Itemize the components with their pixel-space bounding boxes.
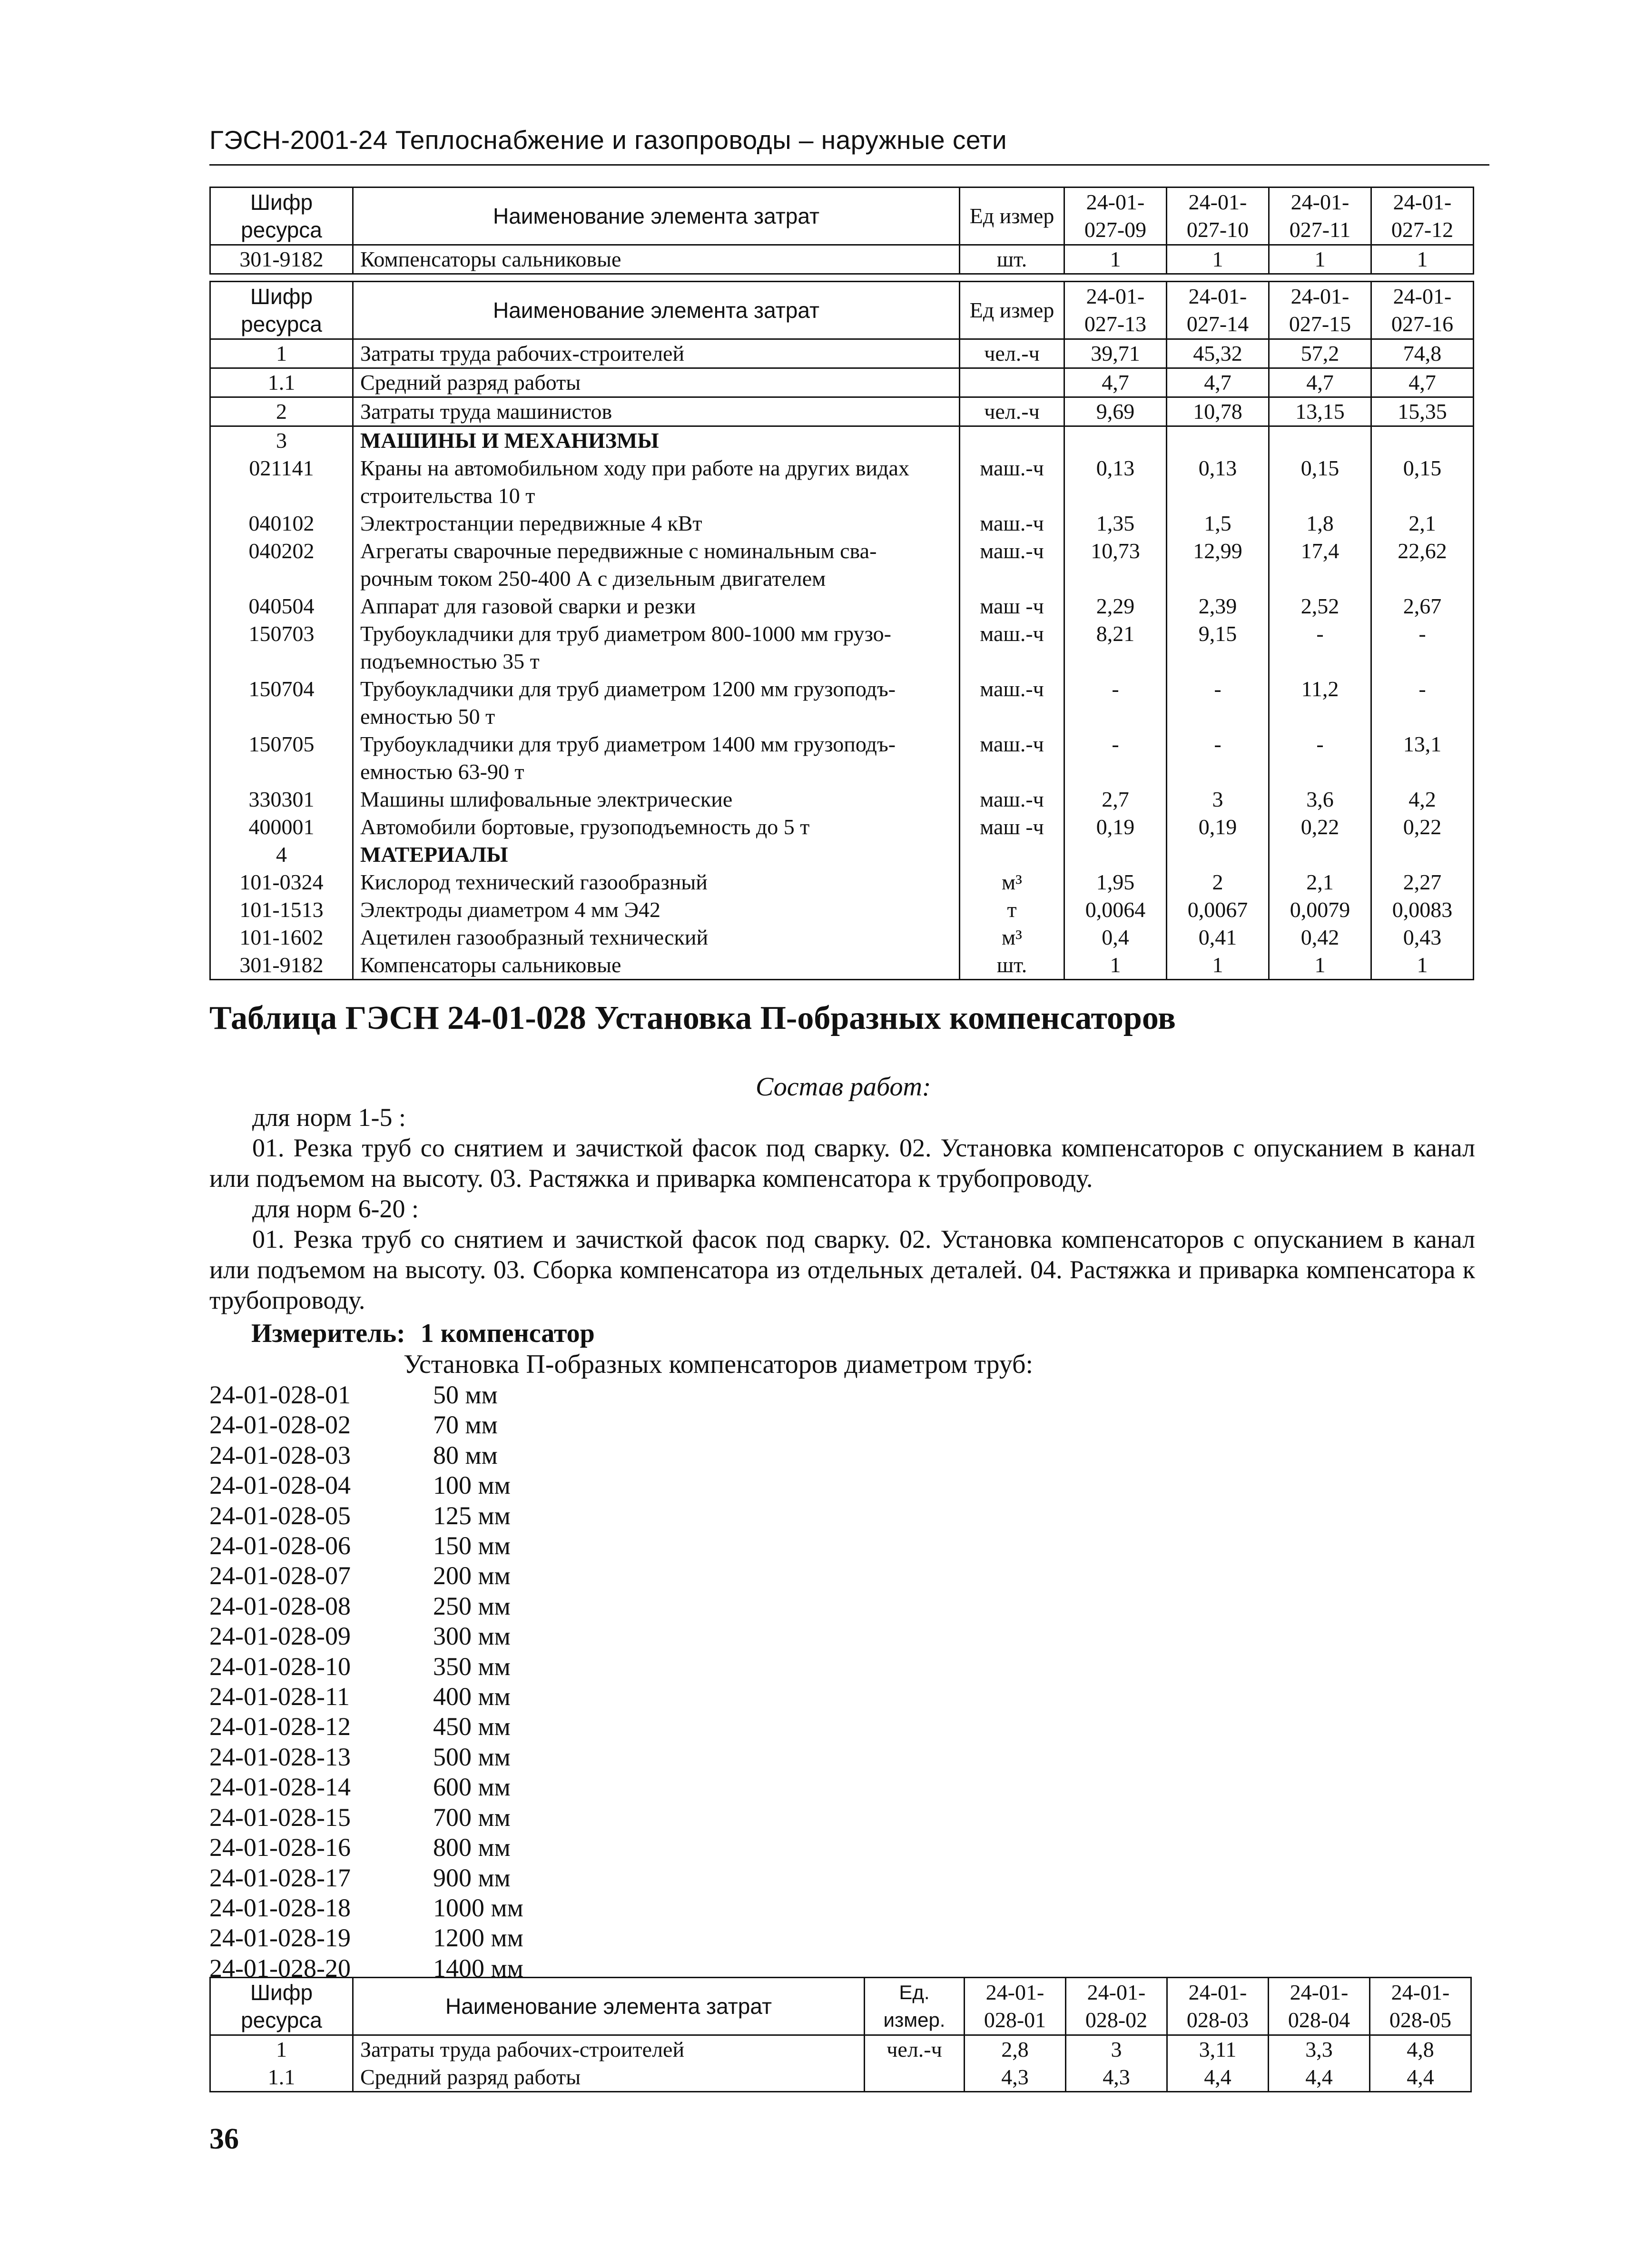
resource-value: 0,22 [1269, 813, 1371, 841]
col-header-norm: 24-01- 027-11 [1269, 187, 1371, 245]
col-header-norm: 24-01- 028-04 [1269, 1978, 1370, 2035]
col-header-unit: Ед измер [960, 187, 1064, 245]
resource-value: 12,99 [1167, 537, 1269, 592]
pipe-diameter: 250 мм [433, 1591, 511, 1620]
resource-value: 3 [1167, 786, 1269, 813]
resource-name: Затраты труда рабочих-строителей [353, 2035, 865, 2064]
resource-value: 4,4 [1269, 2063, 1370, 2092]
col-header-norm: 24-01- 027-16 [1371, 282, 1474, 339]
norm-code: 24-01-028-18 [209, 1893, 351, 1922]
resource-unit: м³ [960, 868, 1064, 896]
resource-value: 2,7 [1064, 786, 1167, 813]
resource-value: 13,15 [1269, 397, 1371, 426]
resource-code: 1.1 [210, 368, 353, 397]
resource-value: 0,15 [1371, 454, 1474, 510]
resource-value: 4,7 [1064, 368, 1167, 397]
resource-code: 400001 [210, 813, 353, 841]
composition-label: Состав работ: [756, 1072, 931, 1102]
resource-code: 021141 [210, 454, 353, 510]
col-header-norm: 24-01- 027-13 [1064, 282, 1167, 339]
empty-cell [1064, 426, 1167, 455]
list-item [209, 1893, 523, 1923]
pipe-diameter: 900 мм [433, 1863, 511, 1892]
pipe-diameter: 350 мм [433, 1652, 511, 1681]
resource-value: 4,4 [1167, 2063, 1269, 2092]
resource-name [353, 537, 960, 592]
norm-code: 24-01-028-02 [209, 1410, 351, 1440]
resource-value: 15,35 [1371, 397, 1474, 426]
resource-value: 13,1 [1371, 730, 1474, 786]
resource-unit [865, 2063, 965, 2092]
resource-code: 150703 [210, 620, 353, 675]
norm-code: 24-01-028-07 [209, 1561, 351, 1590]
install-title: Установка П-образных компенсаторов диаметром труб: [404, 1350, 1034, 1379]
resource-name [353, 368, 960, 397]
empty-cell [1269, 426, 1371, 455]
pipe-diameter: 150 мм [433, 1531, 511, 1560]
col-header-norm: 24-01- 028-03 [1167, 1978, 1269, 2035]
resource-name [353, 896, 960, 924]
pipe-diameter: 1400 мм [433, 1953, 523, 1982]
resource-name-line: строительства 10 т [360, 483, 535, 508]
list-item [209, 1682, 523, 1712]
resource-value: 2,1 [1371, 510, 1474, 537]
resource-value: 4,2 [1371, 786, 1474, 813]
table-row [210, 368, 1474, 397]
table-row [210, 2063, 1471, 2092]
table-row [210, 868, 1474, 896]
resource-value: 4,7 [1269, 368, 1371, 397]
resource-unit: маш.-ч [960, 537, 1064, 592]
list-item [209, 1531, 523, 1561]
norm-code: 24-01-028-19 [209, 1923, 351, 1952]
resource-value: 2,8 [965, 2035, 1066, 2064]
resource-value: 22,62 [1371, 537, 1474, 592]
norm-code: 24-01-028-13 [209, 1742, 351, 1771]
resource-name-line: Ацетилен газообразный технический [360, 925, 709, 949]
resource-value: 1,35 [1064, 510, 1167, 537]
resource-unit: м³ [960, 924, 1064, 951]
list-item [209, 1833, 523, 1863]
col-header-name: Наименование элемента затрат [353, 1978, 865, 2035]
list-item [209, 1923, 523, 1953]
table-row [210, 454, 1474, 510]
resource-value: 1 [1064, 951, 1167, 980]
pipe-diameter: 50 мм [433, 1381, 498, 1409]
norms-1-5-text: 01. Резка труб со снятием и зачисткой фасок под сварку. 02. Установка компенсаторов с опусканием в канал или подъемом на высоту. 03. Растяжка и приварка компенсатора к трубопроводу. [209, 1134, 1475, 1193]
list-item [209, 1803, 523, 1833]
list-item [209, 1652, 523, 1682]
resource-value: 1 [1167, 951, 1269, 980]
resource-value: 3,11 [1167, 2035, 1269, 2064]
resource-unit: т [960, 896, 1064, 924]
resource-value: 1 [1371, 245, 1474, 274]
norm-code: 24-01-028-06 [209, 1531, 351, 1560]
empty-cell [1167, 841, 1269, 868]
page-number: 36 [209, 2123, 239, 2155]
resource-code: 040504 [210, 592, 353, 620]
resource-value: 0,22 [1371, 813, 1474, 841]
resource-name [353, 592, 960, 620]
resource-value: 1 [1167, 245, 1269, 274]
resource-value: 2,29 [1064, 592, 1167, 620]
resource-name-line: Электростанции передвижные 4 кВт [360, 511, 702, 535]
list-item [209, 1561, 523, 1591]
resource-value: 17,4 [1269, 537, 1371, 592]
section-title: МАТЕРИАЛЫ [353, 841, 960, 868]
table-row [210, 339, 1474, 368]
list-item [209, 1621, 523, 1651]
table-027-09-12 [209, 187, 1474, 275]
resource-value: 1,8 [1269, 510, 1371, 537]
resource-name-line: Агрегаты сварочные передвижные с номинальным сва- [360, 539, 877, 563]
resource-name [353, 730, 960, 786]
resource-value: 39,71 [1064, 339, 1167, 368]
resource-code: 101-1513 [210, 896, 353, 924]
pipe-diameter: 300 мм [433, 1622, 511, 1651]
resource-value: 2 [1167, 868, 1269, 896]
table-row [210, 397, 1474, 426]
resource-name: Средний разряд работы [353, 2063, 865, 2092]
resource-value: - [1064, 730, 1167, 786]
resource-name: Компенсаторы сальниковые [353, 245, 960, 274]
resource-name-line: рочным током 250-400 А с дизельным двигателем [360, 566, 826, 591]
col-header-norm: 24-01- 027-14 [1167, 282, 1269, 339]
col-header-name: Наименование элемента затрат [353, 282, 960, 339]
empty-cell [960, 841, 1064, 868]
pipe-diameter: 1200 мм [433, 1923, 523, 1952]
norm-code: 24-01-028-11 [209, 1682, 350, 1711]
resource-name [353, 339, 960, 368]
pipe-diameter: 700 мм [433, 1803, 511, 1832]
resource-code: 330301 [210, 786, 353, 813]
resource-value: 10,73 [1064, 537, 1167, 592]
resource-value: - [1064, 675, 1167, 730]
resource-code: 301-9182 [210, 245, 353, 274]
norm-code: 24-01-028-14 [209, 1773, 351, 1802]
resource-name-line: Краны на автомобильном ходу при работе на других видах [360, 456, 909, 480]
resource-value: - [1167, 730, 1269, 786]
resource-value: 0,19 [1167, 813, 1269, 841]
table-row [210, 951, 1474, 980]
list-item [209, 1410, 523, 1440]
resource-value: 9,15 [1167, 620, 1269, 675]
resource-name-line: подъемностью 35 т [360, 649, 540, 673]
list-item [209, 1501, 523, 1531]
resource-value: 0,15 [1269, 454, 1371, 510]
resource-value: 45,32 [1167, 339, 1269, 368]
norm-code: 24-01-028-10 [209, 1652, 351, 1681]
col-header-name: Наименование элемента затрат [353, 187, 960, 245]
resource-name [353, 951, 960, 980]
resource-value: 9,69 [1064, 397, 1167, 426]
resource-unit: маш.-ч [960, 786, 1064, 813]
resource-value: 11,2 [1269, 675, 1371, 730]
resource-value: 3,6 [1269, 786, 1371, 813]
resource-value: 0,13 [1167, 454, 1269, 510]
empty-cell [1064, 841, 1167, 868]
resource-value: 2,67 [1371, 592, 1474, 620]
table-row [210, 537, 1474, 592]
resource-name-line: Машины шлифовальные электрические [360, 787, 733, 811]
resource-name [353, 620, 960, 675]
col-header-norm: 24-01- 027-09 [1064, 187, 1167, 245]
table-row [210, 813, 1474, 841]
resource-unit [960, 368, 1064, 397]
norm-code-list [209, 1380, 523, 1983]
resource-name-line: Электроды диаметром 4 мм Э42 [360, 897, 660, 922]
resource-unit: чел.-ч [960, 397, 1064, 426]
col-header-code: Шифр ресурса [210, 282, 353, 339]
norm-code: 24-01-028-08 [209, 1591, 351, 1620]
col-header-norm: 24-01- 028-02 [1066, 1978, 1167, 2035]
empty-cell [1269, 841, 1371, 868]
resource-name-line: Затраты труда рабочих-строителей [360, 341, 685, 365]
norm-code: 24-01-028-05 [209, 1501, 351, 1530]
resource-value: 1 [1269, 245, 1371, 274]
resource-code: 301-9182 [210, 951, 353, 980]
pipe-diameter: 500 мм [433, 1742, 511, 1771]
norm-code: 24-01-028-12 [209, 1712, 351, 1741]
col-header-norm: 24-01- 028-01 [965, 1978, 1066, 2035]
norms-6-20-text: 01. Резка труб со снятием и зачисткой фасок под сварку. 02. Установка компенсаторов с опусканием в канал или подъемом на высоту. 03. Сборка компенсатора из отдельных деталей. 04. Растяжка и приварка компенсатора к трубопроводу. [209, 1225, 1475, 1314]
resource-value: - [1167, 675, 1269, 730]
resource-name-line: Трубоукладчики для труб диаметром 1400 мм грузоподъ- [360, 732, 896, 756]
resource-unit: шт. [960, 245, 1064, 274]
table-row [210, 896, 1474, 924]
resource-value: - [1269, 730, 1371, 786]
empty-cell [1167, 426, 1269, 455]
norm-code: 24-01-028-01 [209, 1381, 351, 1409]
list-item [209, 1440, 523, 1470]
header-rule [209, 164, 1489, 166]
table-row [210, 510, 1474, 537]
pipe-diameter: 600 мм [433, 1773, 511, 1802]
resource-name [353, 454, 960, 510]
section-title: МАШИНЫ И МЕХАНИЗМЫ [353, 426, 960, 455]
resource-value: 4,7 [1371, 368, 1474, 397]
resource-unit: маш.-ч [960, 510, 1064, 537]
resource-value: 0,42 [1269, 924, 1371, 951]
resource-value: 1,95 [1064, 868, 1167, 896]
resource-unit: маш -ч [960, 592, 1064, 620]
resource-unit: маш.-ч [960, 730, 1064, 786]
resource-value: 0,0067 [1167, 896, 1269, 924]
resource-name-line: Компенсаторы сальниковые [360, 953, 621, 977]
resource-name [353, 786, 960, 813]
resource-value: 1 [1269, 951, 1371, 980]
resource-value: 57,2 [1269, 339, 1371, 368]
resource-code: 101-1602 [210, 924, 353, 951]
norm-code: 24-01-028-03 [209, 1440, 351, 1469]
resource-name [353, 813, 960, 841]
resource-value: 0,19 [1064, 813, 1167, 841]
table-row [210, 924, 1474, 951]
resource-value: 2,27 [1371, 868, 1474, 896]
resource-value: 2,52 [1269, 592, 1371, 620]
resource-value: 3 [1066, 2035, 1167, 2064]
list-item [209, 1591, 523, 1621]
list-item [209, 1772, 523, 1802]
pipe-diameter: 450 мм [433, 1712, 511, 1741]
resource-value: - [1269, 620, 1371, 675]
resource-value: 0,0083 [1371, 896, 1474, 924]
table-row [210, 245, 1474, 274]
measure-label: Измеритель: [251, 1319, 405, 1348]
resource-name-line: Затраты труда машинистов [360, 399, 612, 424]
resource-unit: шт. [960, 951, 1064, 980]
resource-code: 101-0324 [210, 868, 353, 896]
pipe-diameter: 400 мм [433, 1682, 511, 1711]
norm-code: 24-01-028-15 [209, 1803, 351, 1832]
pipe-diameter: 80 мм [433, 1440, 498, 1469]
resource-name-line: Трубоукладчики для труб диаметром 1200 мм грузоподъ- [360, 677, 896, 701]
pipe-diameter: 800 мм [433, 1833, 511, 1862]
list-item [209, 1470, 523, 1500]
col-header-unit: Ед измер [960, 282, 1064, 339]
resource-value: 4,3 [965, 2063, 1066, 2092]
table-row [210, 620, 1474, 675]
resource-unit: маш.-ч [960, 620, 1064, 675]
pipe-diameter: 200 мм [433, 1561, 511, 1590]
resource-unit: чел.-ч [960, 339, 1064, 368]
resource-unit: чел.-ч [865, 2035, 965, 2064]
table-row [210, 2035, 1471, 2064]
resource-name [353, 675, 960, 730]
resource-code: 150705 [210, 730, 353, 786]
resource-value: - [1371, 620, 1474, 675]
measure-line [251, 1318, 595, 1349]
table-028-01-05 [209, 1977, 1472, 2092]
resource-code: 040202 [210, 537, 353, 592]
resource-value: 1 [1064, 245, 1167, 274]
resource-value: 0,41 [1167, 924, 1269, 951]
resource-value: 1 [1371, 951, 1474, 980]
resource-value: 0,43 [1371, 924, 1474, 951]
resource-code: 1 [210, 339, 353, 368]
pipe-diameter: 125 мм [433, 1501, 511, 1530]
empty-cell [1371, 841, 1474, 868]
resource-code: 2 [210, 397, 353, 426]
resource-value: 2,39 [1167, 592, 1269, 620]
resource-name [353, 397, 960, 426]
resource-name [353, 510, 960, 537]
resource-name-line: Трубоукладчики для труб диаметром 800-1000 мм грузо- [360, 621, 891, 646]
resource-name [353, 868, 960, 896]
norm-code: 24-01-028-09 [209, 1622, 351, 1651]
norm-code: 24-01-028-16 [209, 1833, 351, 1862]
resource-code: 1.1 [210, 2063, 353, 2092]
resource-name-line: Кислород технический газообразный [360, 870, 708, 894]
resource-name-line: Автомобили бортовые, грузоподъемность до 5 т [360, 815, 810, 839]
resource-name [353, 924, 960, 951]
measure-value: 1 компенсатор [420, 1319, 595, 1348]
running-header: ГЭСН-2001-24 Теплоснабжение и газопроводы – наружные сети [209, 125, 1007, 155]
resource-value: 10,78 [1167, 397, 1269, 426]
list-item [209, 1712, 523, 1742]
col-header-norm: 24-01- 027-10 [1167, 187, 1269, 245]
resource-name-line: Средний разряд работы [360, 370, 581, 394]
list-item [209, 1742, 523, 1772]
empty-cell [960, 426, 1064, 455]
table-row [210, 730, 1474, 786]
empty-cell [1371, 426, 1474, 455]
resource-value: 1,5 [1167, 510, 1269, 537]
resource-code: 3 [210, 426, 353, 455]
pipe-diameter: 1000 мм [433, 1893, 523, 1922]
table-row [210, 592, 1474, 620]
resource-value: 4,3 [1066, 2063, 1167, 2092]
resource-unit: маш.-ч [960, 675, 1064, 730]
section-row [210, 426, 1474, 455]
resource-value: 3,3 [1269, 2035, 1370, 2064]
table-title: Таблица ГЭСН 24-01-028 Установка П-образных компенсаторов [209, 1000, 1176, 1036]
resource-value: 74,8 [1371, 339, 1474, 368]
table-027-13-16 [209, 281, 1474, 980]
pipe-diameter: 100 мм [433, 1471, 511, 1500]
list-item [209, 1863, 523, 1893]
col-header-norm: 24-01- 027-15 [1269, 282, 1371, 339]
col-header-norm: 24-01- 028-05 [1370, 1978, 1471, 2035]
norm-code: 24-01-028-17 [209, 1863, 351, 1892]
resource-name-line: емностью 50 т [360, 704, 495, 729]
norms-6-20-label: для норм 6-20 : [252, 1194, 419, 1223]
resource-value: 4,8 [1370, 2035, 1471, 2064]
col-header-norm: 24-01- 027-12 [1371, 187, 1474, 245]
norms-1-5-label: для норм 1-5 : [252, 1103, 406, 1132]
section-row [210, 841, 1474, 868]
resource-value: 4,7 [1167, 368, 1269, 397]
resource-value: 0,0064 [1064, 896, 1167, 924]
resource-code: 1 [210, 2035, 353, 2064]
resource-value: 0,13 [1064, 454, 1167, 510]
resource-value: 2,1 [1269, 868, 1371, 896]
resource-value: 4,4 [1370, 2063, 1471, 2092]
table-row [210, 675, 1474, 730]
resource-value: 8,21 [1064, 620, 1167, 675]
resource-name-line: Аппарат для газовой сварки и резки [360, 594, 696, 618]
resource-unit: маш -ч [960, 813, 1064, 841]
resource-code: 040102 [210, 510, 353, 537]
resource-name-line: емностью 63-90 т [360, 759, 524, 784]
resource-value: 0,4 [1064, 924, 1167, 951]
resource-code: 4 [210, 841, 353, 868]
table-row [210, 786, 1474, 813]
norm-code: 24-01-028-04 [209, 1471, 351, 1500]
col-header-code: Шифр ресурса [210, 187, 353, 245]
col-header-code: Шифр ресурса [210, 1978, 353, 2035]
resource-value: - [1371, 675, 1474, 730]
resource-unit: маш.-ч [960, 454, 1064, 510]
col-header-unit: Ед. измер. [865, 1978, 965, 2035]
pipe-diameter: 70 мм [433, 1410, 498, 1440]
list-item [209, 1380, 523, 1410]
resource-code: 150704 [210, 675, 353, 730]
resource-value: 0,0079 [1269, 896, 1371, 924]
norm-code: 24-01-028-20 [209, 1953, 351, 1982]
